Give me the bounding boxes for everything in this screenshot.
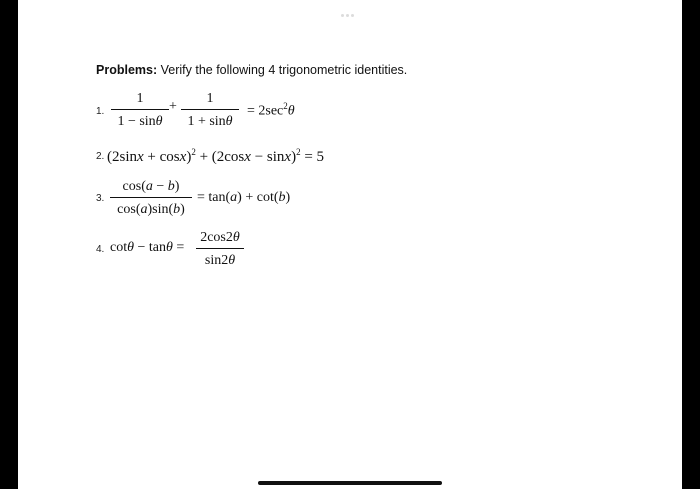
problem-1-fraction-1-denominator: 1 − sinθ xyxy=(117,114,163,129)
problem-2-number: 2. xyxy=(96,151,105,162)
problem-3-denominator: cos(a)sin(b) xyxy=(117,202,185,217)
problem-1-fraction-2-denominator: 1 + sinθ xyxy=(187,114,233,129)
page-indicator-dots xyxy=(341,4,357,8)
problem-1-rhs: = $2\sec^2\theta$ xyxy=(247,101,295,119)
document-page xyxy=(18,0,682,489)
problem-4-denominator: sin2θ xyxy=(204,253,236,268)
fraction-bar xyxy=(111,109,169,110)
fraction-bar xyxy=(196,248,244,249)
problem-1-plus: + xyxy=(169,99,177,114)
problem-2-expression: $(2\sin x + \cos x)^2 + (2\cos x - \sin x)^2 = 5$ xyxy=(107,147,325,165)
problem-1-fraction-2 xyxy=(181,90,239,130)
problem-1-fraction-2-numerator: 1 xyxy=(206,91,214,106)
problem-3-number: 3. xyxy=(96,193,105,204)
problem-4-lhs: cotθ − tanθ = xyxy=(110,240,185,255)
problem-3-numerator: cos(a − b) xyxy=(122,179,180,194)
problem-1-fraction-1-numerator: 1 xyxy=(136,91,144,106)
problem-4-fraction xyxy=(196,229,244,269)
fraction-bar xyxy=(110,197,192,198)
problems-instruction: Verify the following 4 trigonometric identities. xyxy=(160,63,408,77)
problem-1-number: 1. xyxy=(96,106,105,117)
fraction-bar xyxy=(181,109,239,110)
problems-heading xyxy=(96,63,407,77)
home-indicator[interactable] xyxy=(258,481,442,485)
problem-1-fraction-1 xyxy=(111,90,169,130)
problems-label: Problems: xyxy=(96,63,158,77)
problem-4-number: 4. xyxy=(96,244,105,255)
problem-3-fraction xyxy=(110,178,192,218)
problem-3-rhs: = tan(a) + cot(b) xyxy=(197,190,291,205)
problem-4-numerator: 2cos2θ xyxy=(200,230,240,245)
